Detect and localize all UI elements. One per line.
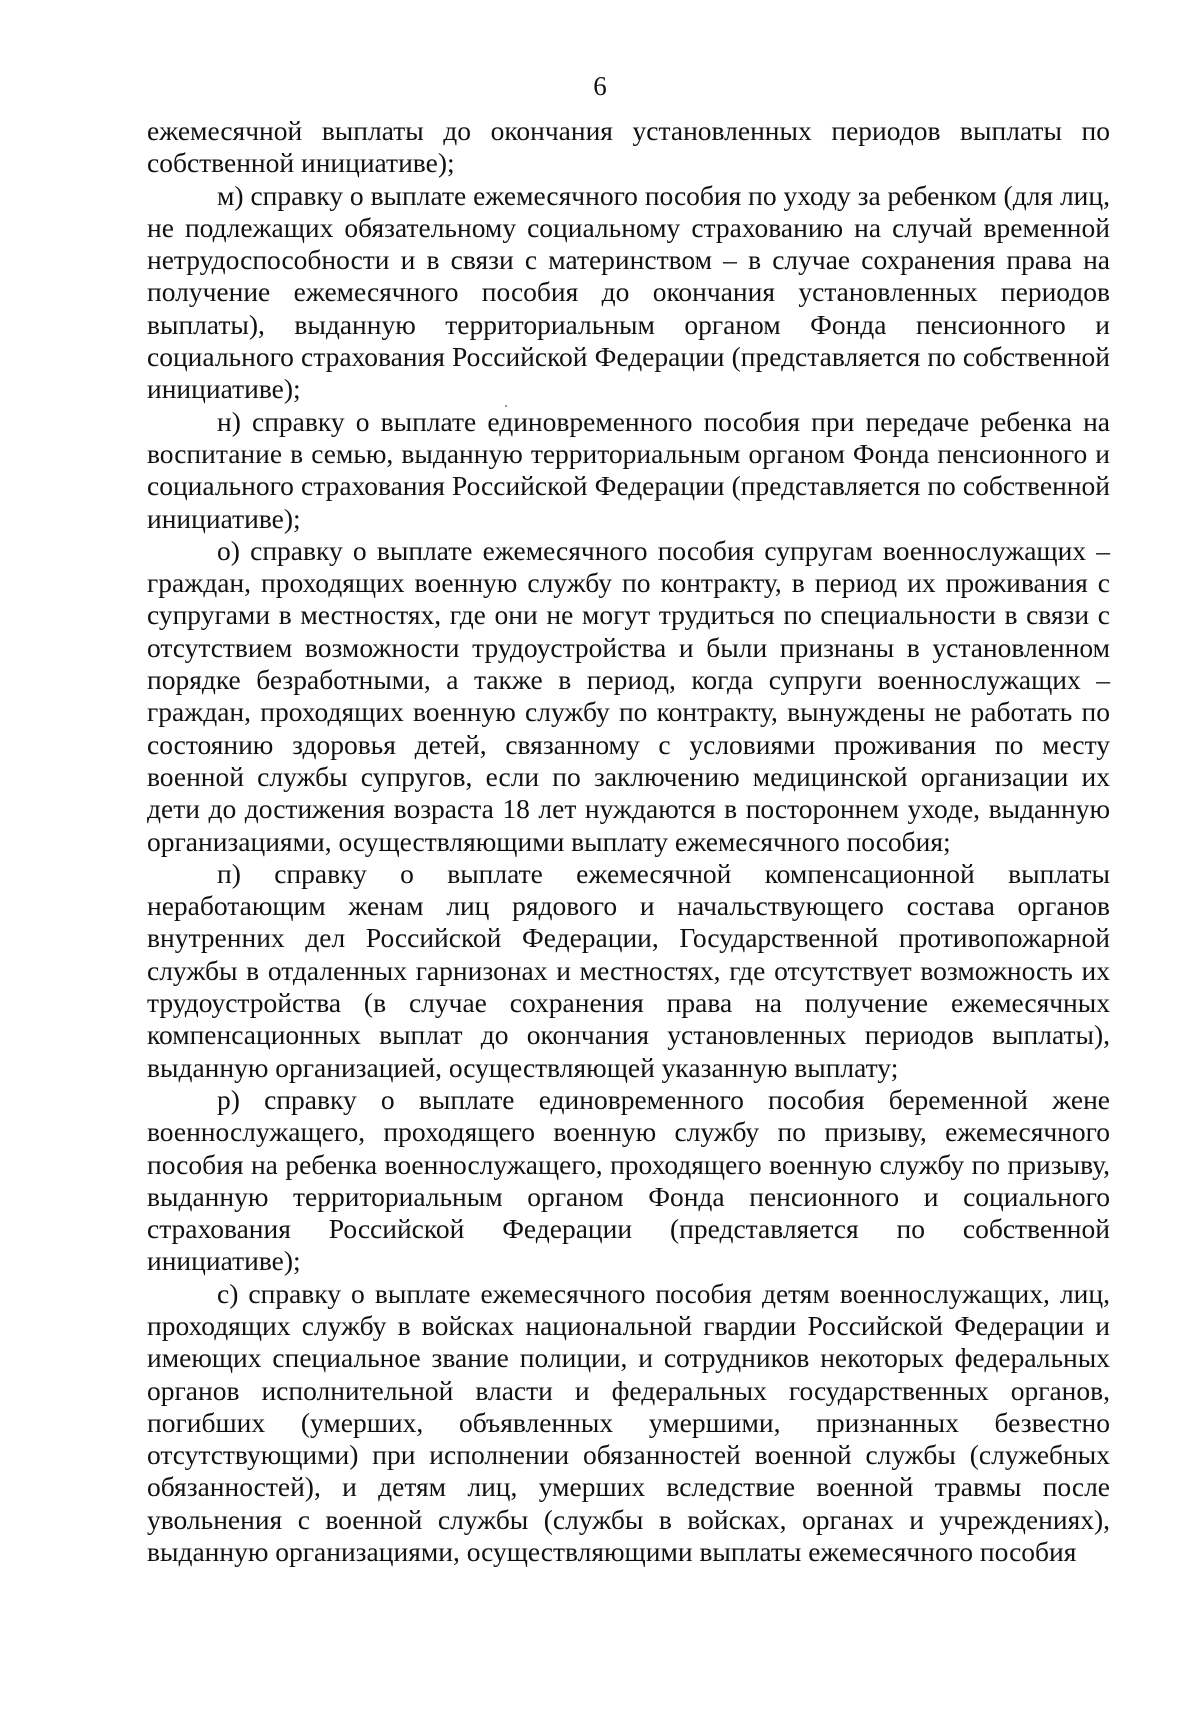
page-number: 6 — [593, 71, 607, 101]
paragraph-item-m: м) справку о выплате ежемесячного пособия по уходу за ребенком (для лиц, не подлежащих обязательному социальному страхованию на случай временной нетрудоспособности и в связи с материнством – в случае сохранения права на получение ежемесячного пособия до окончания установленных периодов выплаты), выданную территориальным органом Фонда пенсионного и социального страхования Российской Федерации (представляется по собственной инициативе); — [147, 179, 1110, 405]
paragraph-item-o: о) справку о выплате ежемесячного пособия супругам военнослужащих – граждан, проходящих военную службу по контракту, в период их проживания с супругами в местностях, где они не могут трудиться по специальности в связи с отсутствием возможности трудоустройства и были признаны в установленном порядке безработными, а также в период, когда супруги военнослужащих – граждан, проходящих военную службу по контракту, вынуждены не работать по состоянию здоровья детей, связанному с условиями проживания по месту военной службы супругов, если по заключению медицинской организации их дети до достижения возраста 18 лет нуждаются в постороннем уходе, выданную организациями, осуществляющими выплату ежемесячного пособия; — [147, 534, 1110, 857]
paragraph-item-r: р) справку о выплате единовременного пособия беременной жене военнослужащего, проходящего военную службу по призыву, ежемесячного пособия на ребенка военнослужащего, проходящего военную службу по призыву, выданную территориальным органом Фонда пенсионного и социального страхования Российской Федерации (представляется по собственной инициативе); — [147, 1083, 1110, 1277]
paragraph-item-s: с) справку о выплате ежемесячного пособия детям военнослужащих, лиц, проходящих службу в войсках национальной гвардии Российской Федерации и имеющих специальное звание полиции, и сотрудников некоторых федеральных органов исполнительной власти и федеральных государственных органов, погибших (умерших, объявленных умершими, признанных безвестно отсутствующими) при исполнении обязанностей военной службы (служебных обязанностей), и детям лиц, умерших вследствие военной травмы после увольнения с военной службы (службы в войсках, органах и учреждениях), выданную организациями, осуществляющими выплаты ежемесячного пособия — [147, 1277, 1110, 1568]
paragraph-item-n: н) справку о выплате единовременного пособия при передаче ребенка на воспитание в семью, выданную территориальным органом Фонда пенсионного и социального страхования Российской Федерации (представляется по собственной инициативе); — [147, 405, 1110, 534]
paragraph-continuation: ежемесячной выплаты до окончания установленных периодов выплаты по собственной инициативе); — [147, 115, 1110, 179]
paragraph-item-p: п) справку о выплате ежемесячной компенсационной выплаты неработающим женам лиц рядового и начальствующего состава органов внутренних дел Российской Федерации, Государственной противопожарной службы в отдаленных гарнизонах и местностях, где отсутствует возможность их трудоустройства (в случае сохранения права на получение ежемесячных компенсационных выплат до окончания установленных периодов выплаты), выданную организацией, осуществляющей указанную выплату; — [147, 857, 1110, 1083]
document-body — [147, 115, 1110, 1568]
